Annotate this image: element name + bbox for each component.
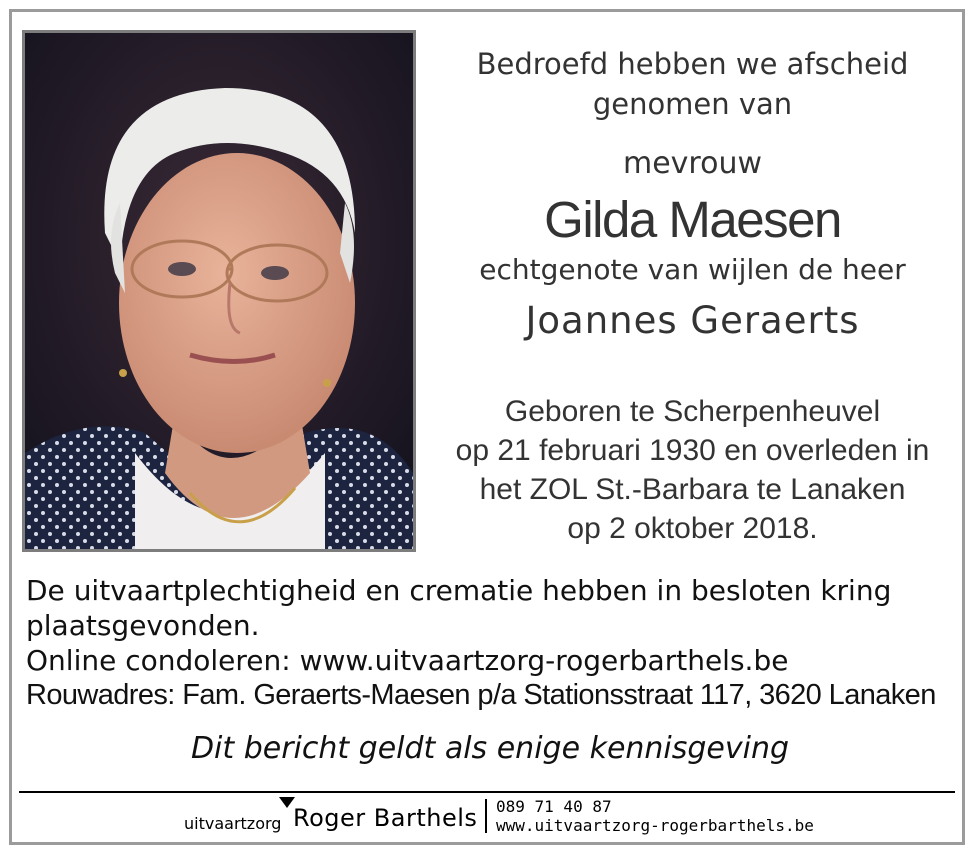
intro-line: genomen van xyxy=(592,87,793,121)
ceremony-line: De uitvaartplechtigheid en crematie hebben in besloten kring xyxy=(26,574,892,607)
bio-line: op 21 februari 1930 en overleden in xyxy=(455,434,930,467)
footer-website: www.uitvaartzorg-rogerbarthels.be xyxy=(496,816,814,835)
intro-line: Bedroefd hebben we afscheid xyxy=(476,47,909,81)
bio-line: Geboren te Scherpenheuvel xyxy=(504,395,881,428)
honorific: mevrouw xyxy=(622,146,762,181)
footer-contact xyxy=(496,797,814,835)
ceremony-line: plaatsgevonden. xyxy=(26,609,260,642)
footer-phone: 089 71 40 87 xyxy=(496,797,612,816)
spouse-name: Joannes Geraerts xyxy=(525,299,860,342)
intro-text xyxy=(440,44,945,124)
footer-company: Roger Barthels xyxy=(293,804,478,832)
notice-text: Dit bericht geldt als enige kennisgeving xyxy=(190,731,790,766)
portrait-photo xyxy=(22,30,416,552)
bio-line: het ZOL St.-Barbara te Lanaken xyxy=(479,473,906,506)
footer-prefix: uitvaartzorg xyxy=(184,814,282,833)
biography xyxy=(440,392,945,548)
footer-separator xyxy=(485,799,487,833)
deceased-name: Gilda Maesen xyxy=(544,191,841,248)
address-line: Rouwadres: Fam. Geraerts-Maesen p/a Stationsstraat 117, 3620 Lanaken xyxy=(26,679,936,711)
condolence-line: Online condoleren: www.uitvaartzorg-rogerbarthels.be xyxy=(26,644,789,677)
spouse-label: echtgenote van wijlen de heer xyxy=(479,253,906,286)
footer-divider xyxy=(19,791,955,793)
footer xyxy=(0,796,980,836)
announcement-body xyxy=(26,573,956,713)
bio-line: op 2 oktober 2018. xyxy=(567,512,818,545)
portrait-illustration xyxy=(25,33,413,549)
